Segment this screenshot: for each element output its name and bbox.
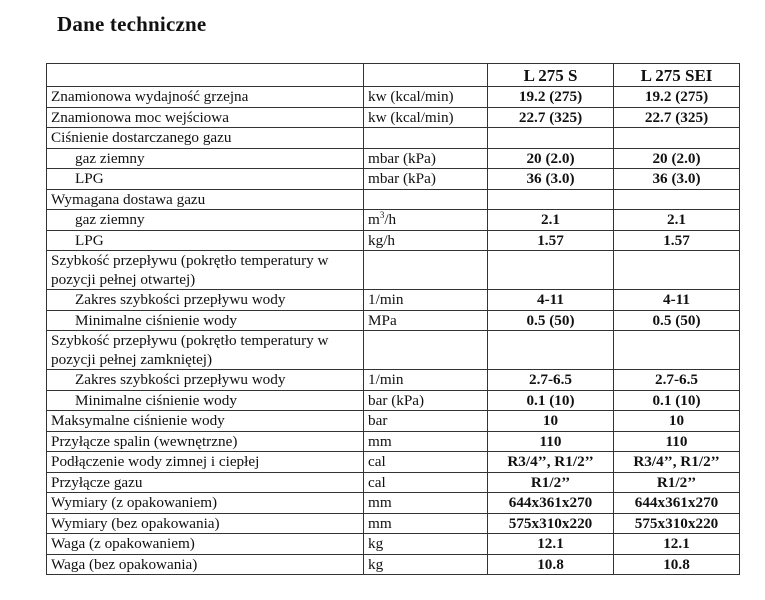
spec-table [46, 63, 740, 575]
row-unit: bar [364, 411, 488, 432]
row-unit: kw (kcal/min) [364, 87, 488, 108]
row-value-model-2: R3/4’’, R1/2’’ [614, 452, 740, 473]
row-unit: cal [364, 472, 488, 493]
row-value-model-2: 644x361x270 [614, 493, 740, 514]
row-value-model-1: 20 (2.0) [488, 148, 614, 169]
row-value-model-2 [614, 128, 740, 149]
row-unit: mbar (kPa) [364, 169, 488, 190]
row-value-model-2: 36 (3.0) [614, 169, 740, 190]
table-row [47, 128, 740, 149]
table-row [47, 390, 740, 411]
row-label: Podłączenie wody zimnej i ciepłej [47, 452, 364, 473]
table-row [47, 251, 740, 290]
row-unit [364, 128, 488, 149]
row-label: Znamionowa wydajność grzejna [47, 87, 364, 108]
row-label: gaz ziemny [47, 148, 364, 169]
row-label: LPG [47, 230, 364, 251]
row-value-model-1: 4-11 [488, 290, 614, 311]
row-unit: kg [364, 534, 488, 555]
row-value-model-1 [488, 189, 614, 210]
row-value-model-2: 12.1 [614, 534, 740, 555]
header-model-2: L 275 SEI [614, 64, 740, 87]
row-unit [364, 331, 488, 370]
table-row [47, 513, 740, 534]
row-value-model-1: R3/4’’, R1/2’’ [488, 452, 614, 473]
table-row [47, 554, 740, 575]
row-value-model-2: 20 (2.0) [614, 148, 740, 169]
row-unit: kg [364, 554, 488, 575]
row-value-model-1: 0.1 (10) [488, 390, 614, 411]
row-unit [364, 189, 488, 210]
table-row [47, 107, 740, 128]
row-label: Zakres szybkości przepływu wody [47, 290, 364, 311]
row-unit: 1/min [364, 290, 488, 311]
row-value-model-1 [488, 251, 614, 290]
table-row [47, 230, 740, 251]
row-value-model-2: R1/2’’ [614, 472, 740, 493]
row-value-model-2: 0.1 (10) [614, 390, 740, 411]
row-value-model-2: 575x310x220 [614, 513, 740, 534]
row-unit: MPa [364, 310, 488, 331]
row-value-model-1: 19.2 (275) [488, 87, 614, 108]
row-value-model-1: 2.7-6.5 [488, 370, 614, 391]
row-value-model-1: 110 [488, 431, 614, 452]
row-label: Ciśnienie dostarczanego gazu [47, 128, 364, 149]
row-value-model-1: 644x361x270 [488, 493, 614, 514]
row-value-model-1: 575x310x220 [488, 513, 614, 534]
row-label: Waga (bez opakowania) [47, 554, 364, 575]
table-row [47, 210, 740, 231]
row-value-model-1 [488, 331, 614, 370]
row-label: Przyłącze gazu [47, 472, 364, 493]
row-label: Wymiary (z opakowaniem) [47, 493, 364, 514]
row-unit: mm [364, 513, 488, 534]
row-value-model-1: R1/2’’ [488, 472, 614, 493]
table-row [47, 148, 740, 169]
row-label: Maksymalne ciśnienie wody [47, 411, 364, 432]
row-unit: mm [364, 493, 488, 514]
table-row [47, 472, 740, 493]
row-label: Minimalne ciśnienie wody [47, 390, 364, 411]
row-value-model-2: 4-11 [614, 290, 740, 311]
row-value-model-2: 0.5 (50) [614, 310, 740, 331]
table-row [47, 169, 740, 190]
row-value-model-1 [488, 128, 614, 149]
row-label: gaz ziemny [47, 210, 364, 231]
row-value-model-2: 10 [614, 411, 740, 432]
row-value-model-1: 0.5 (50) [488, 310, 614, 331]
row-value-model-1: 1.57 [488, 230, 614, 251]
page-title: Dane techniczne [57, 12, 207, 36]
table-row [47, 411, 740, 432]
header-empty-unit [364, 64, 488, 87]
unit-superscript: 3 [379, 210, 385, 221]
table-row [47, 534, 740, 555]
row-value-model-2 [614, 189, 740, 210]
table-header-row [47, 64, 740, 87]
table-row [47, 370, 740, 391]
row-unit: kg/h [364, 230, 488, 251]
unit-base: m [368, 211, 380, 229]
row-unit: 1/min [364, 370, 488, 391]
header-model-1: L 275 S [488, 64, 614, 87]
table-row [47, 431, 740, 452]
table-row [47, 452, 740, 473]
row-unit: kw (kcal/min) [364, 107, 488, 128]
row-label: Waga (z opakowaniem) [47, 534, 364, 555]
row-value-model-2 [614, 251, 740, 290]
row-value-model-2: 1.57 [614, 230, 740, 251]
row-label: Przyłącze spalin (wewnętrzne) [47, 431, 364, 452]
row-unit [364, 210, 488, 231]
row-label: Szybkość przepływu (pokrętło temperatury w pozycji pełnej otwartej) [47, 251, 364, 290]
row-label: Wymiary (bez opakowania) [47, 513, 364, 534]
table-row [47, 87, 740, 108]
row-value-model-1: 22.7 (325) [488, 107, 614, 128]
row-unit: bar (kPa) [364, 390, 488, 411]
row-label: Minimalne ciśnienie wody [47, 310, 364, 331]
row-unit [364, 251, 488, 290]
row-value-model-2: 10.8 [614, 554, 740, 575]
table-row [47, 189, 740, 210]
table-row [47, 310, 740, 331]
row-value-model-1: 12.1 [488, 534, 614, 555]
row-value-model-2: 2.7-6.5 [614, 370, 740, 391]
row-value-model-1: 10 [488, 411, 614, 432]
row-value-model-2: 19.2 (275) [614, 87, 740, 108]
row-label: Wymagana dostawa gazu [47, 189, 364, 210]
row-label: Znamionowa moc wejściowa [47, 107, 364, 128]
row-value-model-1: 36 (3.0) [488, 169, 614, 190]
row-unit: mm [364, 431, 488, 452]
row-value-model-2: 22.7 (325) [614, 107, 740, 128]
row-value-model-2: 2.1 [614, 210, 740, 231]
row-unit: cal [364, 452, 488, 473]
row-value-model-1: 2.1 [488, 210, 614, 231]
header-empty-label [47, 64, 364, 87]
row-label: Zakres szybkości przepływu wody [47, 370, 364, 391]
row-label: LPG [47, 169, 364, 190]
table-row [47, 331, 740, 370]
row-label: Szybkość przepływu (pokrętło temperatury w pozycji pełnej zamkniętej) [47, 331, 364, 370]
unit-rest: /h [384, 211, 397, 229]
row-value-model-1: 10.8 [488, 554, 614, 575]
row-value-model-2: 110 [614, 431, 740, 452]
table-row [47, 493, 740, 514]
row-unit: mbar (kPa) [364, 148, 488, 169]
row-value-model-2 [614, 331, 740, 370]
table-row [47, 290, 740, 311]
